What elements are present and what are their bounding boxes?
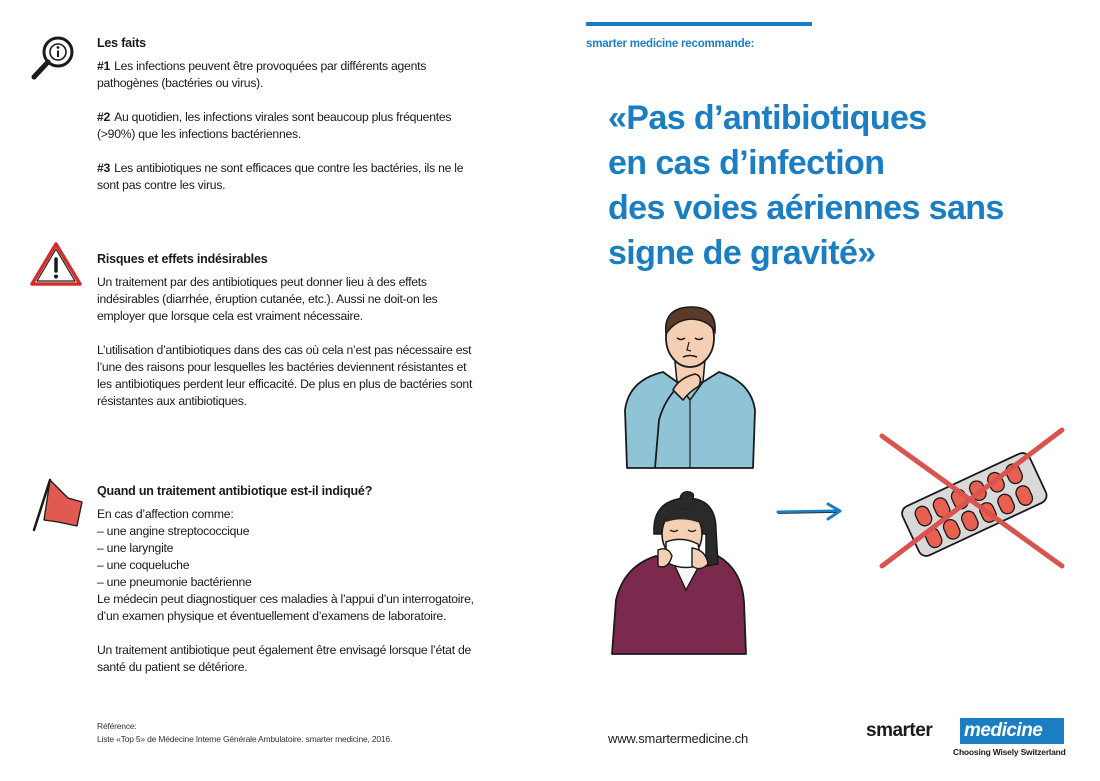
red-flag-icon (28, 474, 84, 530)
fact-number: #3 (97, 161, 111, 175)
logo-tagline: Choosing Wisely Switzerland (953, 747, 1066, 757)
risks-body (97, 252, 477, 427)
facts-title: Les faits (97, 36, 146, 50)
fact-item-3 (97, 160, 477, 194)
headline-line: «Pas d’antibiotiques (608, 99, 927, 137)
man-sore-throat-illustration (615, 300, 765, 470)
indication-intro: En cas d’affection comme: (97, 507, 234, 521)
fact-item-1 (97, 58, 477, 92)
reference (97, 720, 392, 746)
magnifier-info-icon (28, 32, 84, 88)
list-item: – une laryngite (97, 540, 477, 557)
condition-list (97, 523, 477, 591)
fact-number: #1 (97, 59, 111, 73)
smarter-medicine-logo (866, 718, 1066, 760)
fact-text: Les infections peuvent être provoquées par différents agents pathogènes (bactéries ou virus). (97, 59, 427, 90)
headline-line: signe de gravité» (608, 234, 876, 272)
fact-text: Au quotidien, les infections virales sont beaucoup plus fréquentes (>90%) que les infections bactériennes. (97, 110, 452, 141)
website-link[interactable]: www.smartermedicine.ch (608, 731, 749, 746)
fact-item-2 (97, 109, 477, 143)
reference-label: Référence: (97, 721, 137, 731)
logo-text-medicine: medicine (964, 720, 1043, 741)
risks-title: Risques et effets indésirables (97, 252, 268, 266)
indication-diagnosis: Le médecin peut diagnostiquer ces maladies à l’appui d’un interrogatoire, d’un examen physique et éventuellement d’examens de laboratoire. (97, 592, 474, 623)
list-item: – une coqueluche (97, 557, 477, 574)
indication-closing: Un traitement antibiotique peut également être envisagé lorsque l’état de santé du patient se détériore. (97, 643, 472, 674)
top-accent-bar (586, 22, 812, 26)
risks-paragraph-2: L’utilisation d’antibiotiques dans des cas où cela n’est pas nécessaire est l’une des raisons pour lesquelles les bactéries deviennent résistantes et les antibiotiques perdent leur efficacité. De plus en plus de bactéries sont résistantes aux antibiotiques. (97, 343, 473, 408)
fact-text: Les antibiotiques ne sont efficaces que contre les bactéries, ils ne le sont pas contre les virus. (97, 161, 464, 192)
list-item: – une pneumonie bactérienne (97, 574, 477, 591)
logo-text-smarter: smarter (866, 720, 933, 741)
list-item: – une angine streptococcique (97, 523, 477, 540)
indication-title: Quand un traitement antibiotique est-il indiqué? (97, 484, 373, 498)
crossed-pills-icon (876, 424, 1071, 574)
recommend-label: smarter medicine recommande: (586, 38, 755, 50)
risks-paragraph-1: Un traitement par des antibiotiques peut donner lieu à des effets indésirables (diarrhée, éruption cutanée, etc.). Aussi ne doit-on les employer que lorsque cela est vraiment nécessaire. (97, 275, 438, 323)
indication-body (97, 484, 477, 676)
fact-number: #2 (97, 110, 111, 124)
facts-body (97, 36, 477, 211)
arrow-right-icon (776, 500, 846, 524)
headline-line: des voies aériennes sans (608, 189, 1004, 227)
reference-text: Liste «Top 5» de Médecine Interne Générale Ambulatoire. smarter medicine, 2016. (97, 734, 393, 744)
woman-tissue-illustration (610, 490, 770, 655)
warning-triangle-icon (28, 240, 84, 296)
headline (608, 96, 1068, 276)
headline-line: en cas d’infection (608, 144, 885, 182)
